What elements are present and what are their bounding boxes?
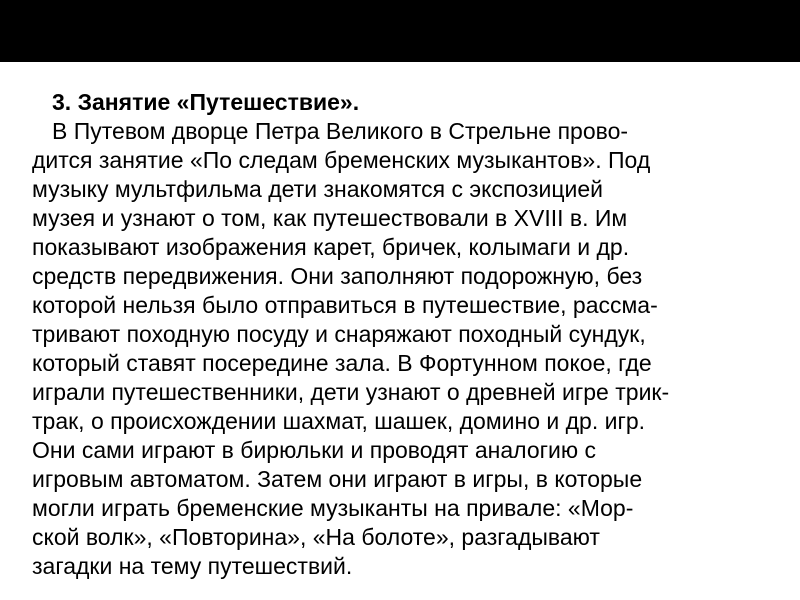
paragraph-line: показывают изображения карет, бричек, колымаги и др. [32,234,630,260]
paragraph-line: музыку мультфильма дети знакомятся с экспозицией [32,176,603,202]
paragraph-line: В Путевом дворце Петра Великого в Стрельне прово- [52,118,629,144]
paragraph-line: могли играть бременские музыканты на привале: «Мор- [32,495,634,521]
paragraph-line: загадки на тему путешествий. [32,553,353,579]
paragraph-line: тривают походную посуду и снаряжают походный сундук, [32,321,646,347]
paragraph-line: дится занятие «По следам бременских музыкантов». Под [32,147,651,173]
paragraph-line: играли путешественники, дети узнают о древней игре трик- [32,379,670,405]
paragraph-line: трак, о происхождении шахмат, шашек, домино и др. игр. [32,408,646,434]
paragraph-line: который ставят посередине зала. В Фортунном покое, где [32,350,652,376]
paragraph-line: Они сами играют в бирюльки и проводят аналогию с [32,437,596,463]
section-title: 3. Занятие «Путешествие». [52,89,360,115]
paragraph-line: которой нельзя было отправиться в путешествие, рассма- [32,292,658,318]
paragraph-line: игровым автоматом. Затем они играют в игры, в которые [32,466,643,492]
header-band [0,0,800,62]
paragraph-line: средств передвижения. Они заполняют подорожную, без [32,263,643,289]
paragraph-line: музея и узнают о том, как путешествовали в XVIII в. Им [32,205,628,231]
slide-body [32,88,772,581]
paragraph-line: ской волк», «Повторина», «На болоте», разгадывают [32,524,600,550]
